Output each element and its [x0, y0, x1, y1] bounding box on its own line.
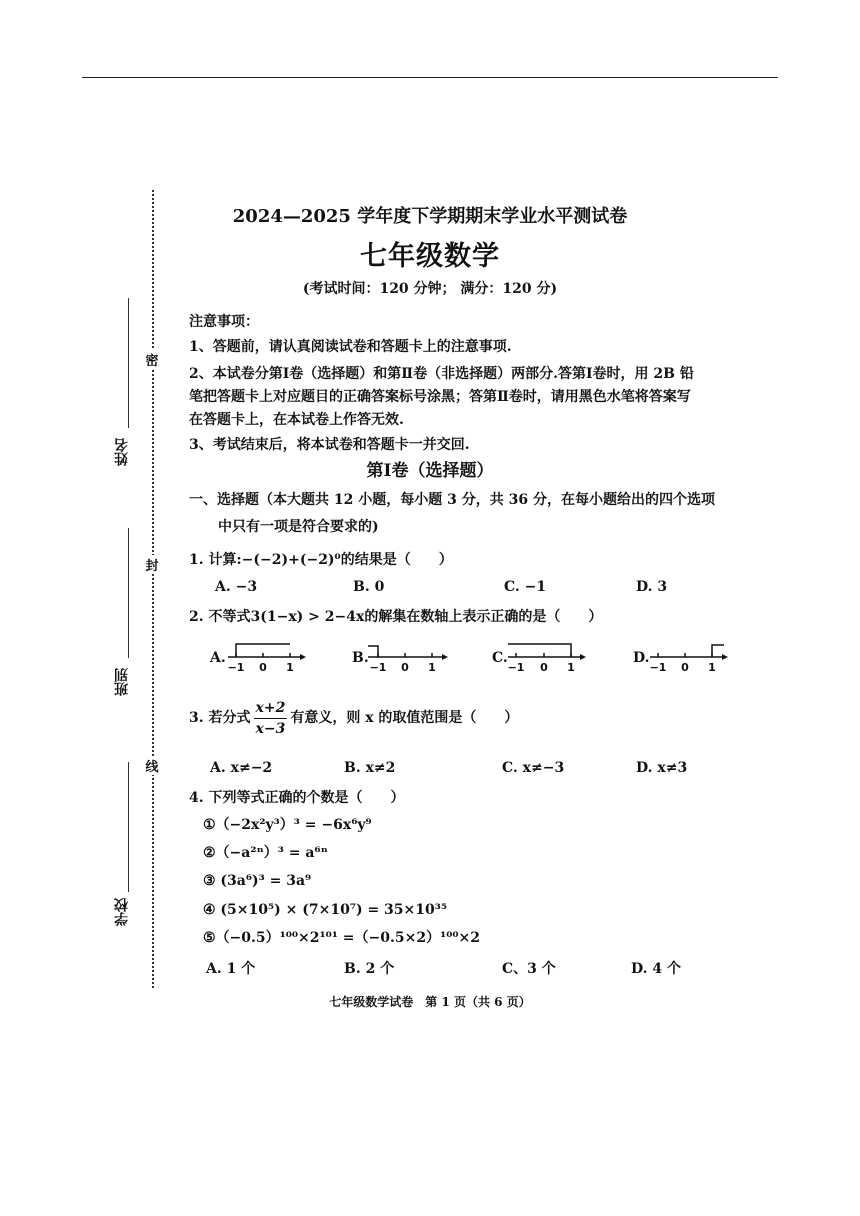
seal-mark-feng: 封	[143, 555, 161, 574]
part-one-line-2: 中只有一项是符合要求的)	[218, 519, 379, 535]
tick-label-1: 1	[428, 661, 436, 674]
notes-line-1: 1、答题前，请认真阅读试卷和答题卡上的注意事项.	[189, 339, 512, 355]
notes-heading: 注意事项：	[189, 314, 259, 330]
q2-option-a-letter: A.	[210, 650, 226, 666]
q3-option-b: B. x≠2	[344, 760, 396, 776]
subject-title: 七年级数学	[360, 241, 500, 272]
seal-mark-mi: 密	[143, 350, 161, 369]
q2-option-d-number-line	[648, 640, 728, 674]
tick-label-0: 0	[401, 661, 409, 674]
q4-item-4: ④ (5×10⁵) × (7×10⁷) = 35×10³⁵	[203, 902, 448, 918]
notes-line-5: 3、考试结束后，将本试卷和答题卡一并交回.	[189, 437, 470, 453]
tick-label-0: 0	[540, 661, 548, 674]
q3-option-a: A. x≠−2	[210, 760, 273, 776]
q4-item-1: ①（−2x²y³）³ = −6x⁶y⁹	[203, 817, 372, 833]
school-blank-line	[128, 762, 129, 892]
q1-stem: 1. 计算:−(−2)+(−2)⁰的结果是（ ）	[189, 552, 453, 568]
q3-numerator: x+2	[254, 698, 288, 719]
q2-option-c-letter: C.	[492, 650, 508, 666]
class-blank-line	[128, 528, 129, 658]
q1-option-d: D. 3	[636, 579, 668, 595]
name-blank-line	[128, 298, 129, 428]
tick-label-neg1: −1	[507, 661, 525, 674]
name-label: 姓名	[114, 438, 130, 466]
tick-label-1: 1	[286, 661, 294, 674]
q4-item-2: ②（−a²ⁿ）³ = a⁶ⁿ	[203, 845, 328, 861]
q4-item-3: ③ (3a⁶)³ = 3a⁹	[203, 873, 312, 889]
seal-mark-xian: 线	[143, 756, 161, 775]
q2-stem: 2. 不等式3(1−x) > 2−4x的解集在数轴上表示正确的是（ ）	[189, 609, 603, 625]
notes-line-2: 2、本试卷分第Ⅰ卷（选择题）和第Ⅱ卷（非选择题）两部分.答第Ⅰ卷时，用 2B 铅	[189, 366, 694, 382]
part-one-line-1: 一、选择题（本大题共 12 小题，每小题 3 分，共 36 分，在每小题给出的四个选项	[189, 492, 715, 508]
tick-label-neg1: −1	[649, 661, 667, 674]
q3-prefix: 3. 若分式	[189, 710, 251, 726]
tick-label-neg1: −1	[227, 661, 245, 674]
q3-option-c: C. x≠−3	[502, 760, 565, 776]
notes-line-3: 笔把答题卡上对应题目的正确答案标号涂黑；答第Ⅱ卷时，请用黑色水笔将答案写	[189, 389, 691, 405]
school-label: 学校	[114, 898, 130, 926]
q4-item-5: ⑤（−0.5）¹⁰⁰×2¹⁰¹ =（−0.5×2）¹⁰⁰×2	[203, 930, 480, 946]
section-title: 第Ⅰ卷（选择题）	[366, 461, 494, 481]
q1-option-c: C. −1	[504, 579, 547, 595]
exam-title: 2024—2025 学年度下学期期末学业水平测试卷	[232, 206, 628, 227]
q4-option-a: A. 1 个	[206, 961, 256, 977]
tick-label-0: 0	[681, 661, 689, 674]
tick-label-1: 1	[708, 661, 716, 674]
q4-option-c: C、3 个	[502, 961, 556, 977]
top-rule	[82, 77, 778, 78]
q3-denominator: x−3	[255, 720, 286, 737]
q2-option-b-letter: B.	[352, 650, 369, 666]
seal-dotted-line	[152, 190, 154, 988]
class-label: 班别	[114, 668, 130, 696]
q4-stem: 4. 下列等式正确的个数是（ ）	[189, 790, 405, 806]
q2-option-d-letter: D.	[633, 650, 650, 666]
q4-option-b: B. 2 个	[344, 961, 395, 977]
q2-option-b-number-line	[366, 640, 448, 674]
q2-option-a-number-line	[226, 640, 306, 674]
exam-info: (考试时间：120 分钟； 满分：120 分)	[302, 281, 558, 297]
tick-label-neg1: −1	[369, 661, 387, 674]
notes-line-4: 在答题卡上，在本试卷上作答无效.	[189, 412, 404, 428]
q3-fraction	[254, 698, 288, 739]
q1-option-b: B. 0	[353, 579, 385, 595]
q1-option-a: A. −3	[215, 579, 258, 595]
q2-option-c-number-line	[506, 640, 586, 674]
page-footer: 七年级数学试卷 第 1 页（共 6 页）	[329, 995, 531, 1009]
q3-option-d: D. x≠3	[636, 760, 688, 776]
tick-label-0: 0	[259, 661, 267, 674]
tick-label-1: 1	[567, 661, 575, 674]
q3-suffix: 有意义，则 x 的取值范围是（ ）	[290, 710, 519, 726]
q3-stem	[189, 697, 518, 739]
q4-option-d: D. 4 个	[631, 961, 682, 977]
